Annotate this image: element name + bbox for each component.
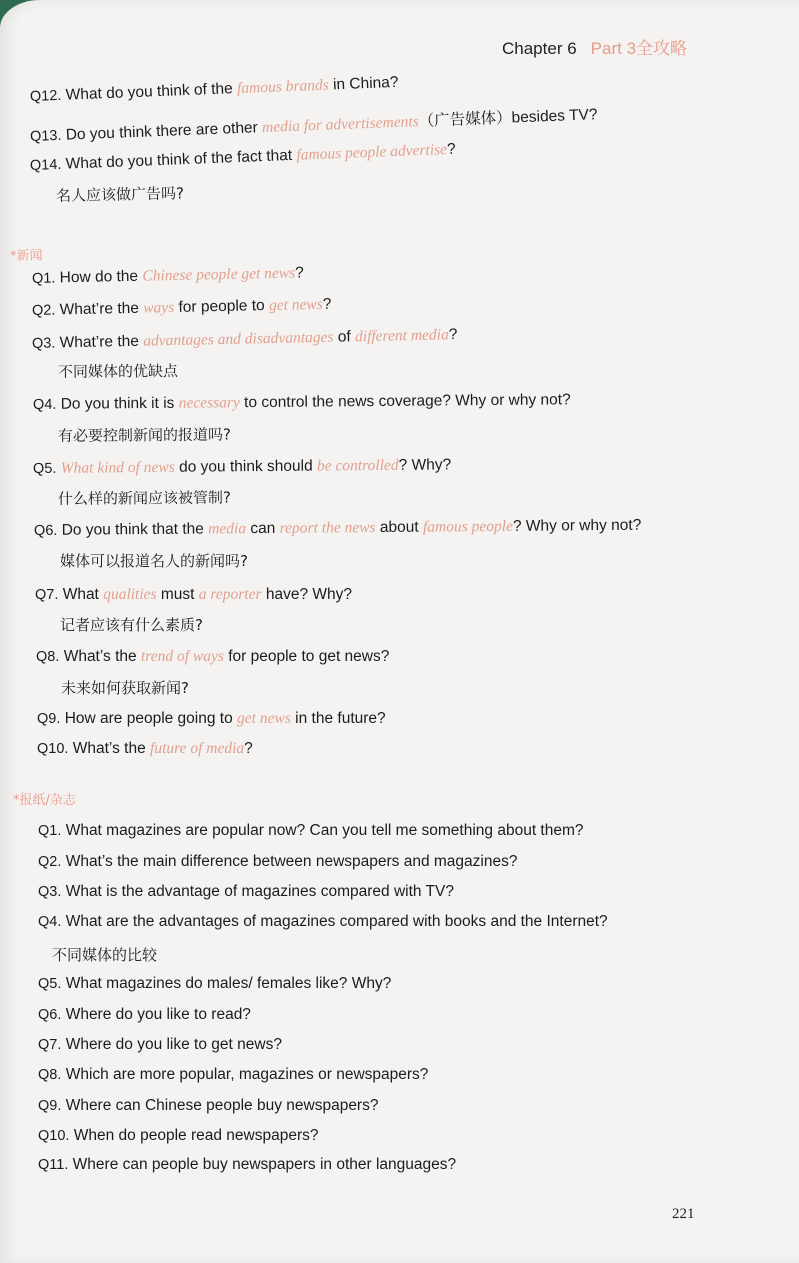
question-press-q2: Q2. What’s the main difference between newspapers and magazines? (38, 853, 518, 870)
question-news-q5: Q5. What kind of news do you think should be controlled? Why? (32, 456, 452, 477)
highlight: trend of ways (140, 648, 224, 665)
question-press-q7: Q7. Where do you like to get news? (38, 1036, 282, 1053)
highlight: ways (143, 299, 175, 317)
highlight: Chinese people get news (142, 264, 296, 285)
highlight: famous people (422, 517, 514, 536)
question-news-q5-chinese: 什么样的新闻应该被管制? (57, 488, 232, 508)
running-header (502, 34, 687, 59)
highlight: qualities (103, 586, 157, 603)
question-q12: Q12. What do you think of the famous brands in China? (29, 73, 399, 105)
question-q14-chinese: 名人应该做广告吗? (55, 184, 185, 205)
highlight: media (208, 520, 247, 538)
question-press-q11: Q11. Where can people buy newspapers in other languages? (38, 1156, 457, 1173)
question-news-q4: Q4. Do you think it is necessary to control the news coverage? Why or why not? (32, 391, 571, 413)
question-news-q4-chinese: 有必要控制新闻的报道吗? (57, 425, 232, 445)
question-news-q6-chinese: 媒体可以报道名人的新闻吗? (60, 552, 248, 570)
question-news-q1: Q1. How do the Chinese people get news? (31, 264, 304, 287)
highlight: get news (268, 295, 323, 315)
question-news-q7-chinese: 记者应该有什么素质? (60, 616, 203, 634)
question-press-q6: Q6. Where do you like to read? (38, 1006, 251, 1023)
question-news-q3: Q3. What’re the advantages and disadvantages of different media? (31, 326, 458, 352)
question-news-q3-chinese: 不同媒体的优缺点 (57, 361, 179, 381)
question-press-q9: Q9. Where can Chinese people buy newspapers? (38, 1097, 379, 1114)
question-press-q1: Q1. What magazines are popular now? Can you tell me something about them? (38, 822, 584, 839)
section-title-press: *报纸/杂志 (13, 793, 76, 808)
question-press-q10: Q10. When do people read newspapers? (38, 1127, 319, 1144)
question-press-q8: Q8. Which are more popular, magazines or newspapers? (38, 1066, 429, 1083)
question-news-q2: Q2. What’re the ways for people to get news? (31, 295, 332, 319)
question-press-q5: Q5. What magazines do males/ females like? Why? (38, 975, 392, 992)
highlight: necessary (178, 394, 240, 412)
highlight: famous brands (236, 76, 330, 98)
highlight: get news (237, 710, 291, 727)
question-q13: Q13. Do you think there are other media for advertisements（广告媒体）besides TV? (29, 106, 598, 145)
highlight: be controlled (316, 456, 399, 475)
question-news-q8-chinese: 未来如何获取新闻? (61, 679, 189, 697)
chapter-label: Chapter 6 (502, 39, 577, 58)
question-news-q9: Q9. How are people going to get news in the future? (37, 710, 386, 727)
highlight: What kind of news (60, 458, 175, 477)
part-label: Part 3全攻略 (590, 39, 688, 58)
highlight: report the news (279, 519, 376, 537)
highlight: a reporter (198, 586, 262, 603)
highlight: future of media (150, 740, 245, 757)
question-press-q3: Q3. What is the advantage of magazines compared with TV? (38, 883, 454, 900)
highlight: different media (354, 326, 449, 346)
highlight: famous people advertise (296, 140, 448, 164)
question-press-q4-chinese: 不同媒体的比较 (52, 946, 158, 964)
question-news-q7: Q7. What qualities must a reporter have? Why? (35, 586, 352, 603)
question-news-q8: Q8. What’s the trend of ways for people to get news? (36, 648, 390, 665)
page-number: 221 (672, 1206, 695, 1222)
question-press-q4: Q4. What are the advantages of magazines compared with books and the Internet? (38, 913, 608, 930)
highlight: media for advertisements (261, 113, 420, 137)
question-news-q10: Q10. What’s the future of media? (37, 740, 253, 757)
question-news-q6: Q6. Do you think that the media can report the news about famous people? Why or why not? (33, 516, 642, 539)
question-q14: Q14. What do you think of the fact that famous people advertise? (29, 140, 456, 174)
section-title-news: *新闻 (9, 248, 43, 264)
highlight: advantages and disadvantages (143, 328, 334, 350)
